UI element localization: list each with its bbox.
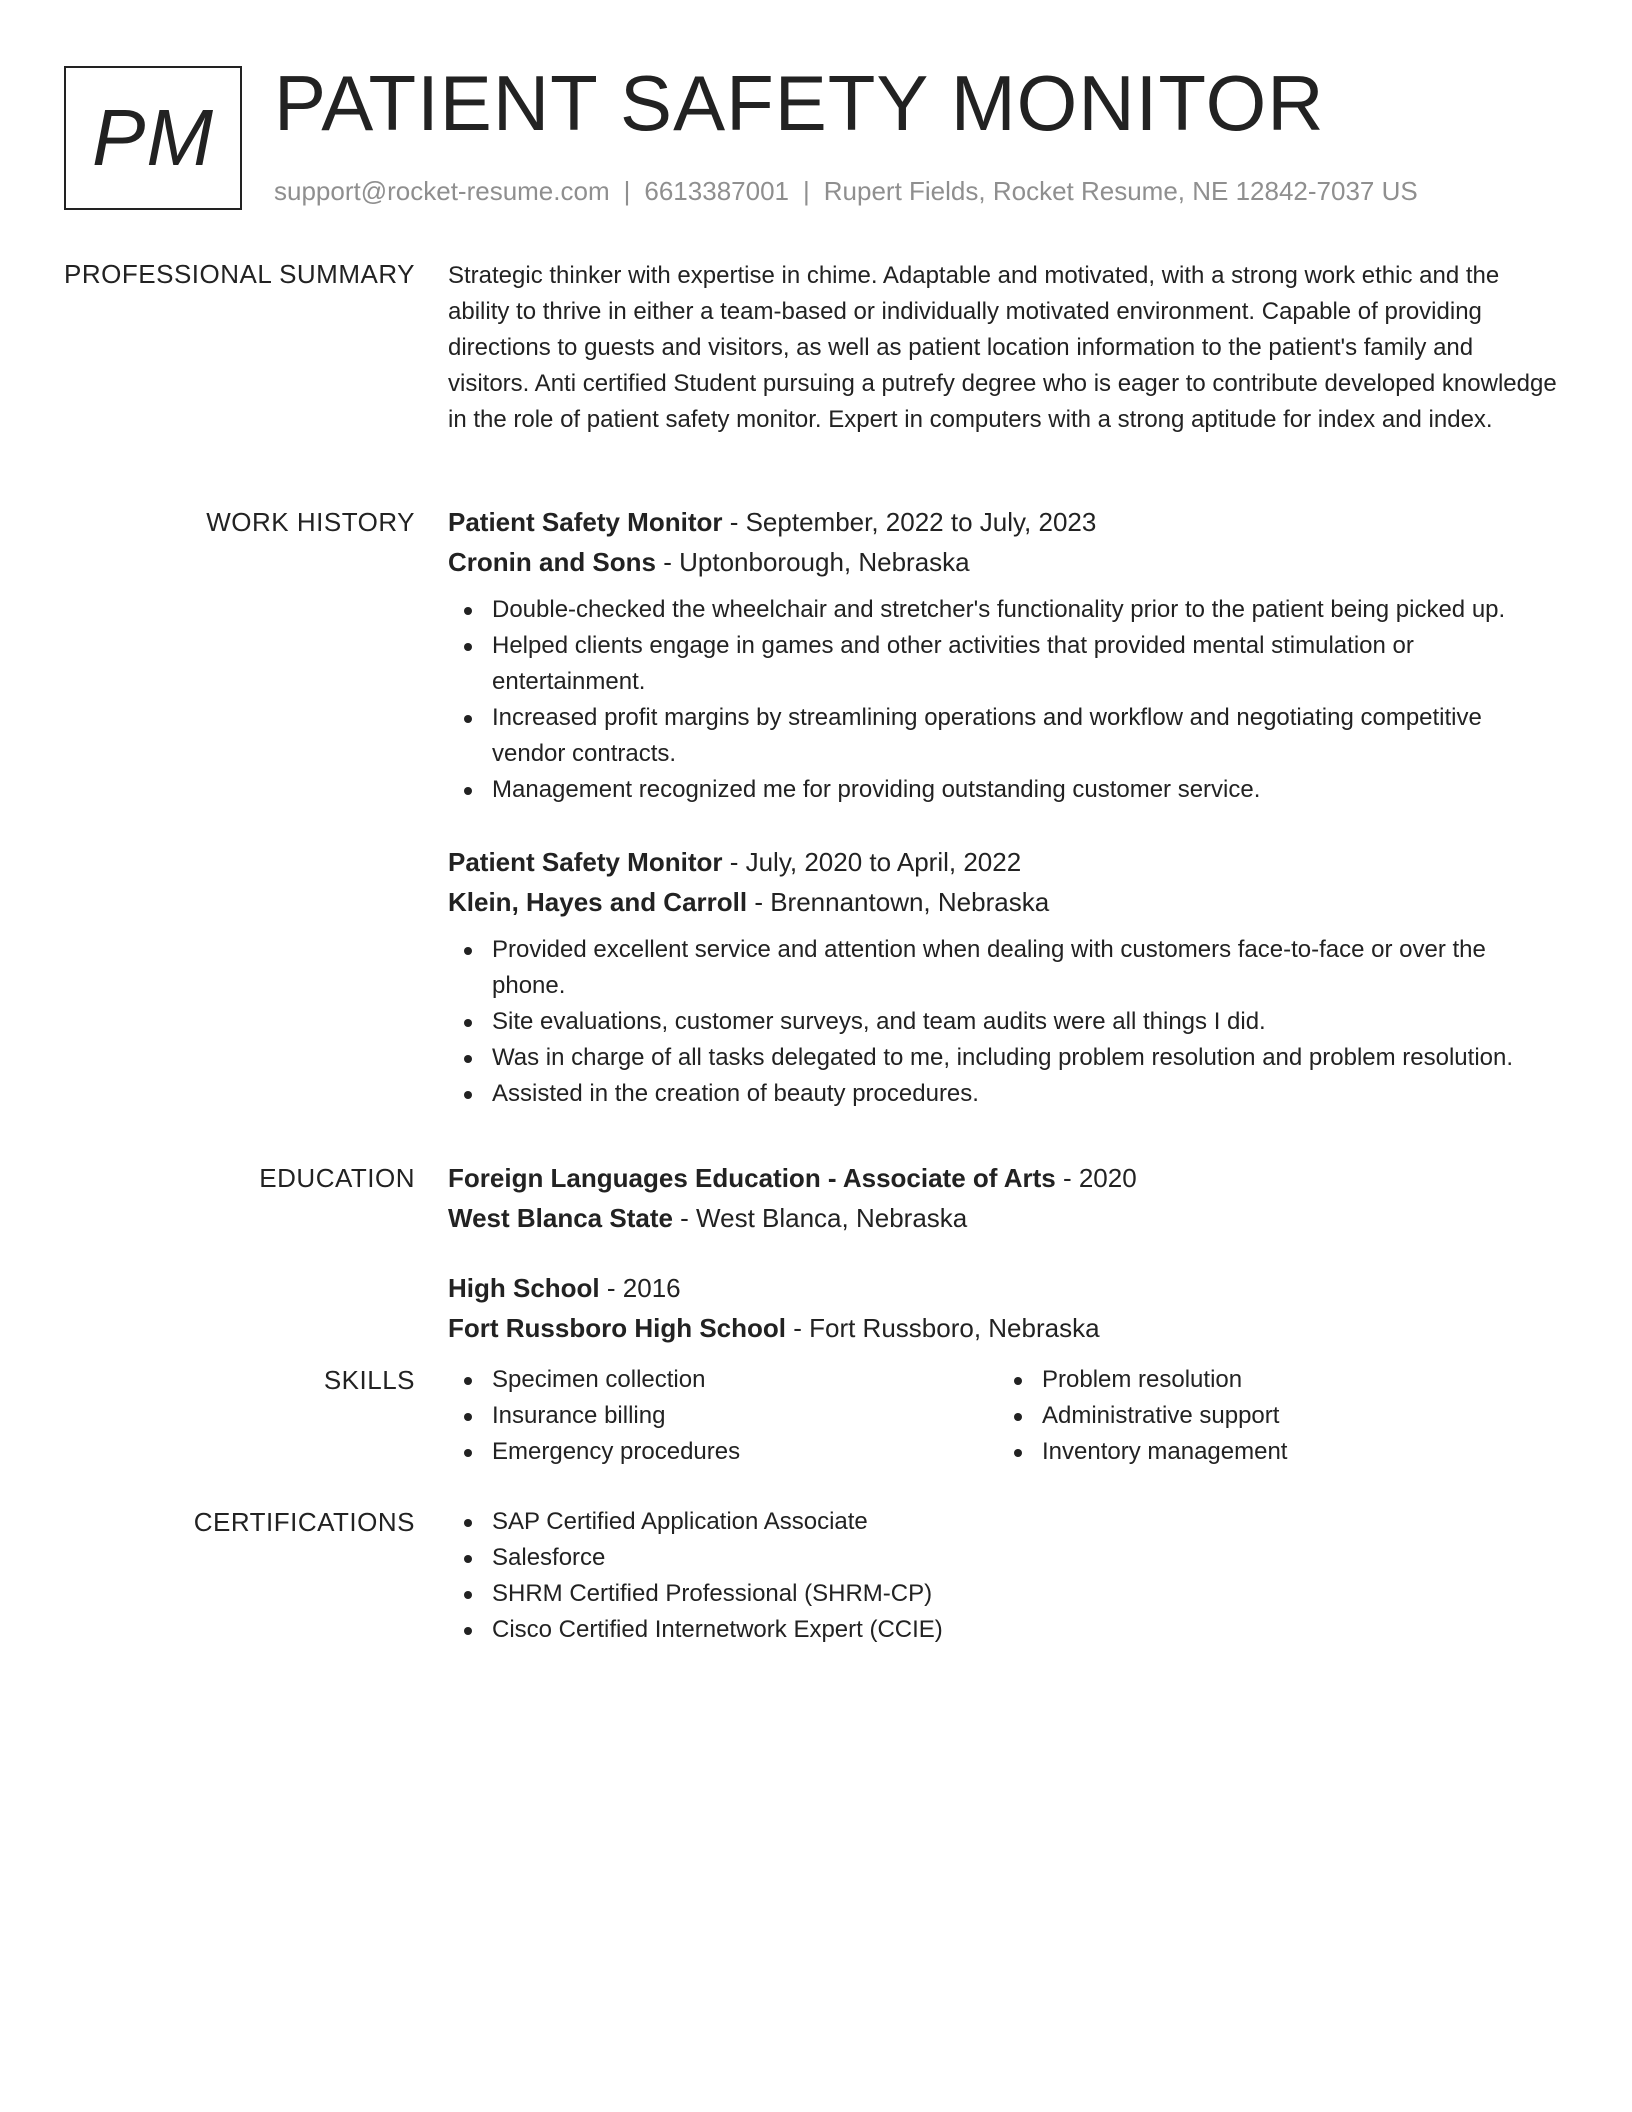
- job-location: - Brennantown, Nebraska: [747, 887, 1050, 917]
- degree-line: [448, 1268, 1558, 1308]
- resume-name: PATIENT SAFETY MONITOR: [274, 59, 1325, 147]
- degree-year: - 2020: [1055, 1163, 1137, 1193]
- contact-line: [274, 176, 1418, 206]
- list-item: Salesforce: [448, 1540, 1558, 1576]
- school-line: [448, 1308, 1558, 1348]
- skills-section: [448, 1362, 1558, 1470]
- contact-phone: 6613387001: [644, 176, 789, 206]
- list-item: Site evaluations, customer surveys, and team audits were all things I did.: [448, 1004, 1558, 1040]
- list-item: SHRM Certified Professional (SHRM-CP): [448, 1576, 1558, 1612]
- list-item: Increased profit margins by streamlining operations and workflow and negotiating competitive vendor contracts.: [448, 700, 1558, 772]
- job-title-line: [448, 842, 1558, 882]
- monogram-initials: PM: [92, 93, 214, 182]
- list-item: Problem resolution: [998, 1362, 1548, 1398]
- skills-column: [998, 1362, 1548, 1470]
- job-entry: [448, 502, 1558, 808]
- list-item: Helped clients engage in games and other activities that provided mental stimulation or entertainment.: [448, 628, 1558, 700]
- list-item: Inventory management: [998, 1434, 1548, 1470]
- job-dates: - July, 2020 to April, 2022: [722, 847, 1022, 877]
- degree: High School: [448, 1273, 600, 1303]
- job-dates: - September, 2022 to July, 2023: [722, 507, 1097, 537]
- list-item: Assisted in the creation of beauty procedures.: [448, 1076, 1558, 1112]
- skills-label: SKILLS: [323, 1365, 415, 1395]
- job-company-line: [448, 542, 1558, 582]
- job-title-line: [448, 502, 1558, 542]
- work-history-label: WORK HISTORY: [206, 507, 415, 537]
- list-item: Provided excellent service and attention when dealing with customers face-to-face or over the phone.: [448, 932, 1558, 1004]
- list-item: Specimen collection: [448, 1362, 998, 1398]
- contact-separator: |: [623, 176, 631, 206]
- degree-line: [448, 1158, 1558, 1198]
- list-item: SAP Certified Application Associate: [448, 1504, 1558, 1540]
- list-item: Management recognized me for providing outstanding customer service.: [448, 772, 1558, 808]
- job-bullets: [448, 592, 1558, 808]
- school: Fort Russboro High School: [448, 1313, 786, 1343]
- job-company: Klein, Hayes and Carroll: [448, 887, 748, 917]
- school: West Blanca State: [448, 1203, 673, 1233]
- list-item: Double-checked the wheelchair and stretcher's functionality prior to the patient being picked up.: [448, 592, 1558, 628]
- job-entry: [448, 842, 1558, 1112]
- certifications-label: CERTIFICATIONS: [193, 1507, 415, 1537]
- education-entry: [448, 1268, 1558, 1348]
- list-item: Emergency procedures: [448, 1434, 998, 1470]
- skills-column: [448, 1362, 998, 1470]
- school-line: [448, 1198, 1558, 1238]
- summary-section: [448, 258, 1558, 438]
- summary-text: Strategic thinker with expertise in chime. Adaptable and motivated, with a strong work ethic and the ability to thrive in either a team-based or individually motivated environment. Capable of providing directions to guests and visitors, as well as patient location information to the patient's family and visitors. Anti certified Student pursuing a putrefy degree who is eager to contribute developed knowledge in the role of patient safety monitor. Expert in computers with a strong aptitude for index and index.: [448, 262, 1557, 433]
- certifications-list: [448, 1504, 1558, 1648]
- contact-email: support@rocket-resume.com: [274, 176, 610, 206]
- job-company: Cronin and Sons: [448, 547, 656, 577]
- certifications-section: [448, 1504, 1558, 1648]
- job-company-line: [448, 882, 1558, 922]
- job-bullets: [448, 932, 1558, 1112]
- job-title: Patient Safety Monitor: [448, 507, 723, 537]
- list-item: Was in charge of all tasks delegated to me, including problem resolution and problem resolution.: [448, 1040, 1558, 1076]
- education-entry: [448, 1158, 1558, 1238]
- contact-separator: |: [803, 176, 810, 206]
- summary-label: PROFESSIONAL SUMMARY: [64, 259, 415, 289]
- school-location: - Fort Russboro, Nebraska: [786, 1313, 1100, 1343]
- list-item: Insurance billing: [448, 1398, 998, 1434]
- skills-grid: [448, 1362, 1558, 1470]
- contact-address: Rupert Fields, Rocket Resume, NE 12842-7037 US: [823, 176, 1418, 206]
- list-item: Administrative support: [998, 1398, 1548, 1434]
- job-location: - Uptonborough, Nebraska: [656, 547, 970, 577]
- degree: Foreign Languages Education - Associate of Arts: [448, 1163, 1056, 1193]
- education-label: EDUCATION: [259, 1163, 415, 1193]
- list-item: Cisco Certified Internetwork Expert (CCIE): [448, 1612, 1558, 1648]
- job-title: Patient Safety Monitor: [448, 847, 723, 877]
- degree-year: - 2016: [599, 1273, 681, 1303]
- school-location: - West Blanca, Nebraska: [672, 1203, 968, 1233]
- monogram-box: [64, 66, 242, 210]
